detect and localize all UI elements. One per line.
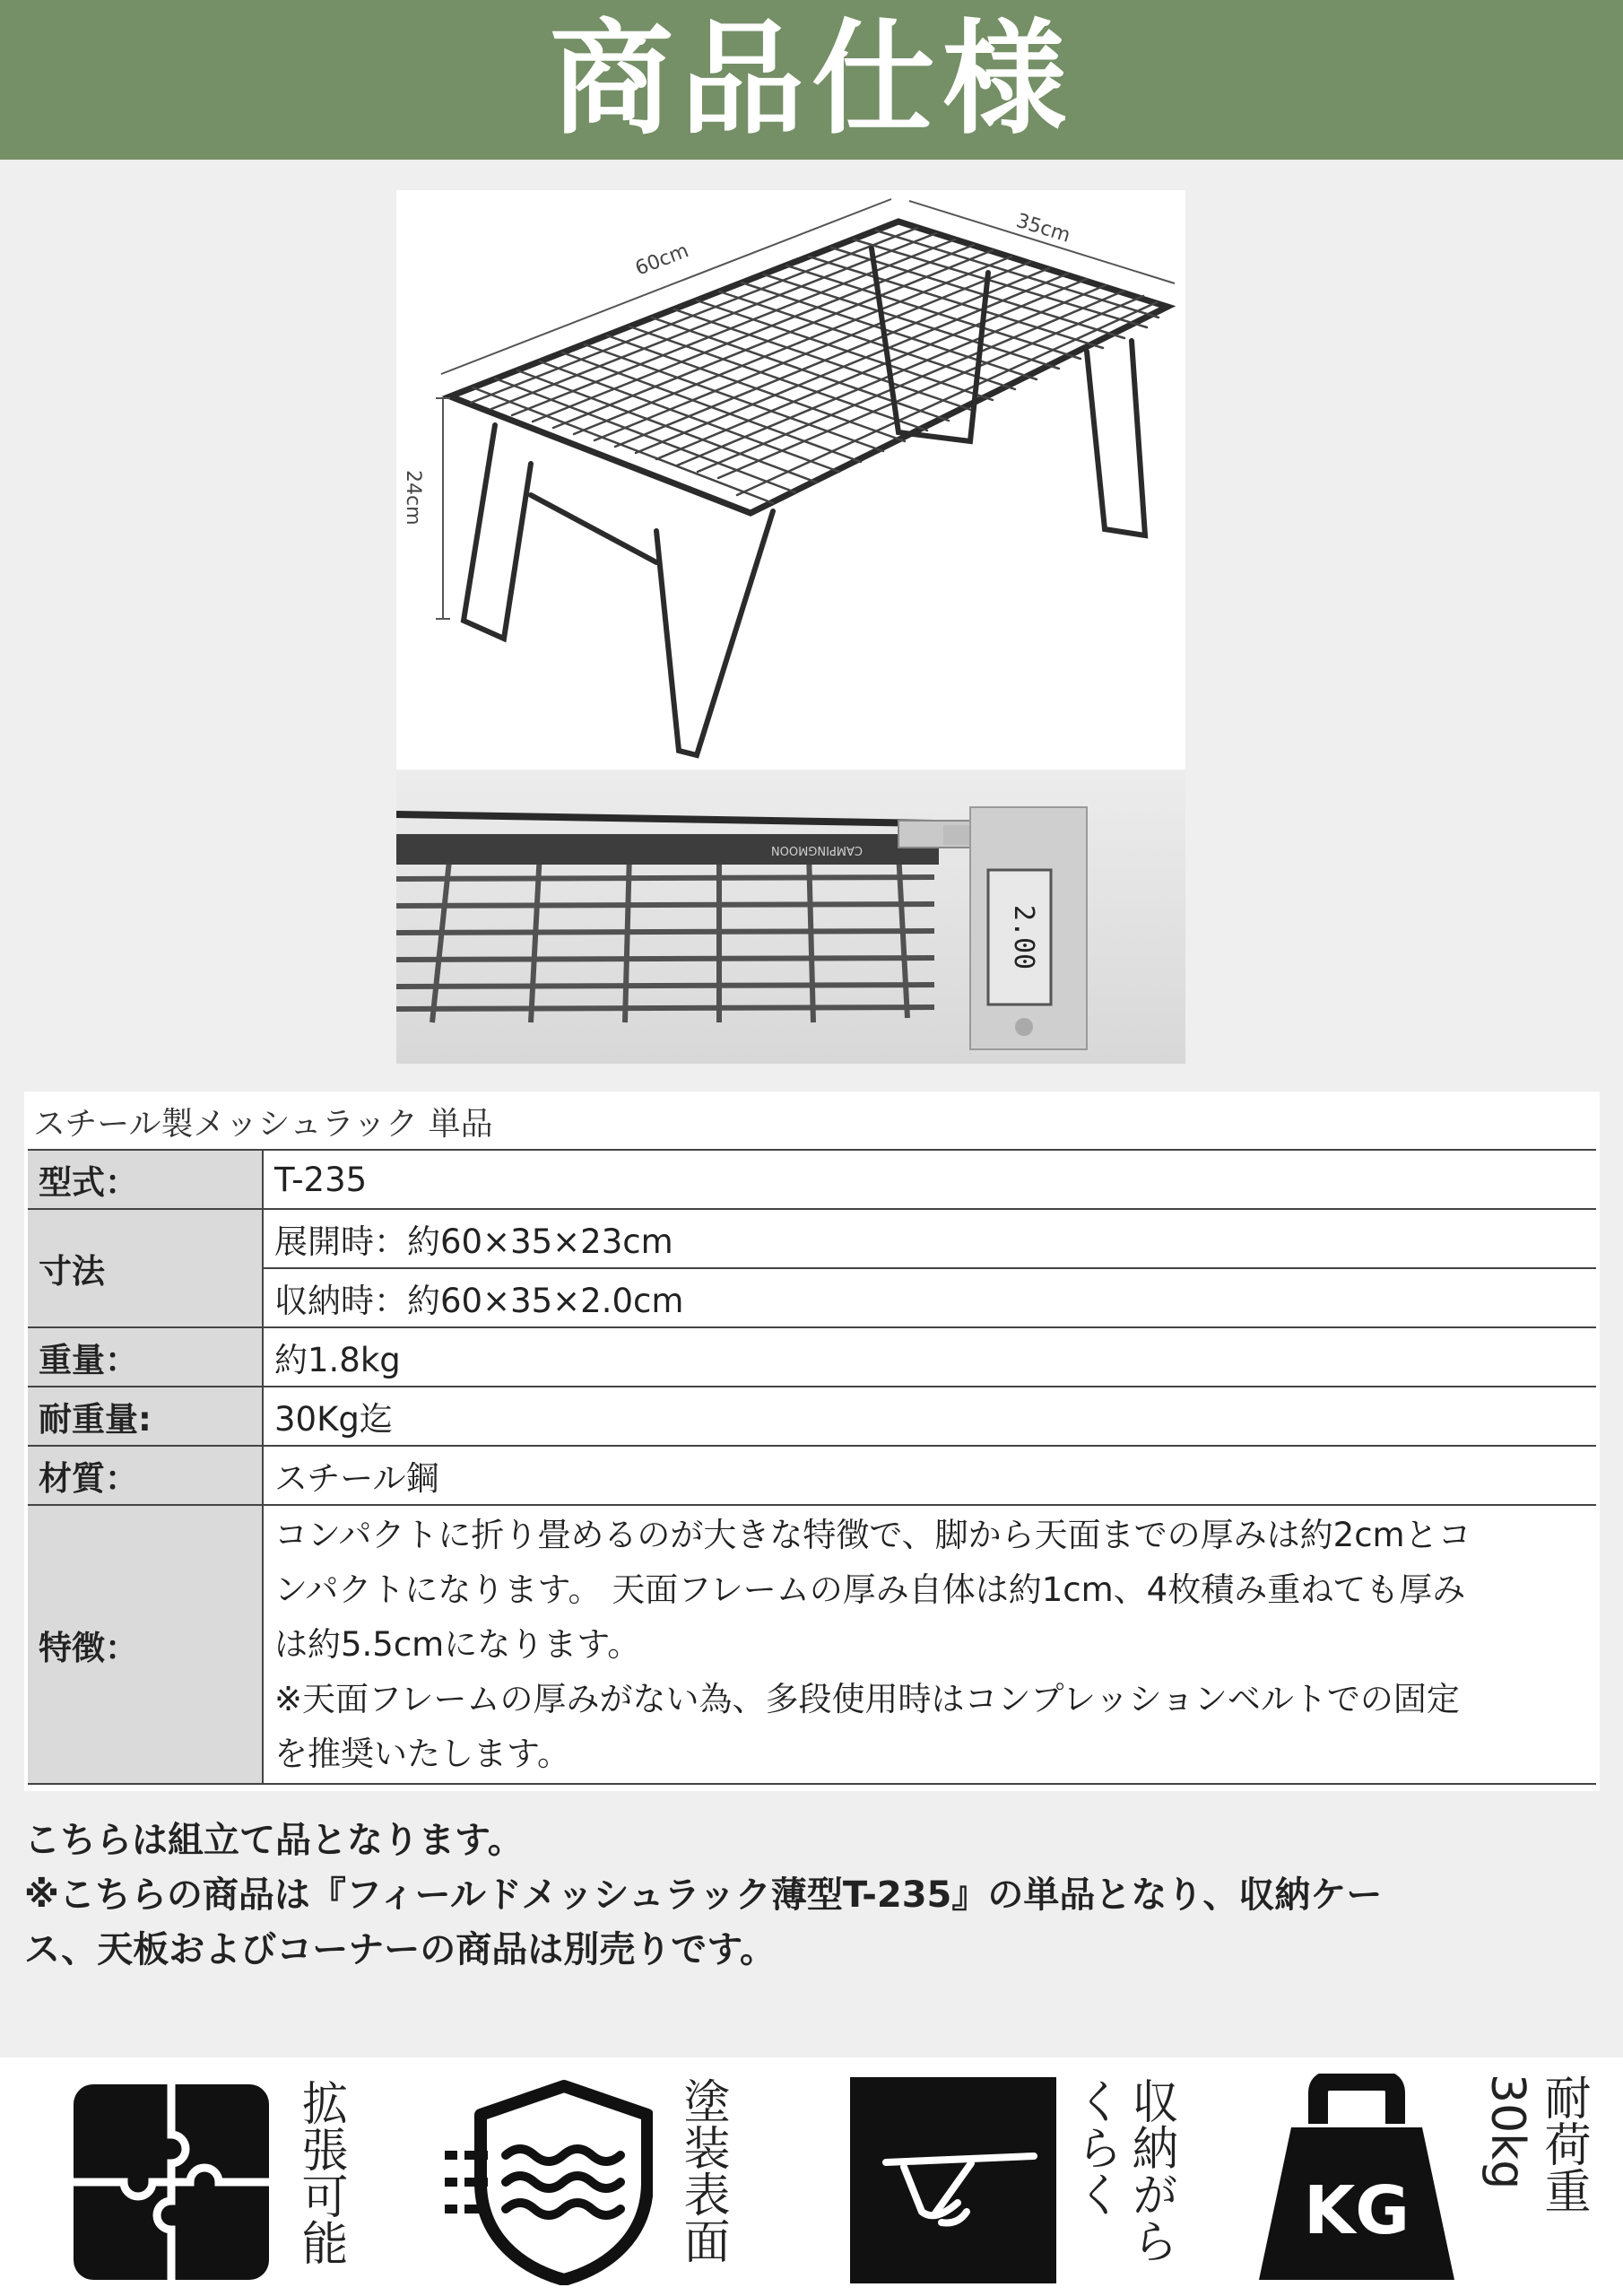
table-row xyxy=(28,1446,1596,1505)
puzzle-icon xyxy=(70,2081,273,2283)
weight-kg-icon xyxy=(1255,2074,1458,2285)
dim-width-label: 60cm xyxy=(632,239,692,281)
feature-label-expandable: 拡張可能 xyxy=(293,2079,347,2266)
feature-line: は約5.5cmになります。 xyxy=(274,1625,641,1664)
feature-line: を推奨いたします。 xyxy=(274,1735,571,1773)
model-label: 型式： xyxy=(28,1150,263,1209)
notes-section xyxy=(24,1813,1602,1978)
feature-line: ンパクトになります。 天面フレームの厚み自体は約1cm、4枚積み重ねても厚み xyxy=(274,1570,1466,1609)
feature-label-storage: 収納がらくらく xyxy=(1068,2077,1177,2264)
table-row xyxy=(28,1150,1596,1209)
dim-depth-label: 35cm xyxy=(1013,209,1073,248)
table-row xyxy=(28,1327,1596,1387)
feature-label-coated: 塗装表面 xyxy=(675,2077,729,2264)
table-row xyxy=(28,1387,1596,1446)
weight-label: 重量： xyxy=(28,1327,263,1387)
dim-height-label: 24cm xyxy=(402,470,424,526)
header-banner xyxy=(0,0,1623,160)
table-row xyxy=(28,1209,1596,1268)
note-line: こちらは組立て品となります。 xyxy=(24,1820,524,1861)
size-open-value: 展開時：約60×35×23cm xyxy=(263,1209,1596,1268)
feature-label-load: 耐荷重30kg xyxy=(1480,2074,1590,2213)
caliper-measurement-photo xyxy=(396,771,1185,1064)
feature-value xyxy=(263,1505,1596,1784)
weight-value: 約1.8kg xyxy=(263,1327,1596,1387)
table-row xyxy=(28,1268,1596,1327)
caliper-drawing xyxy=(396,771,1185,1064)
load-value: 30Kg迄 xyxy=(263,1387,1596,1446)
load-label: 耐重量: xyxy=(28,1387,263,1446)
table-row xyxy=(28,1505,1596,1784)
material-label: 材質： xyxy=(28,1446,263,1505)
feature-label: 特徴： xyxy=(28,1505,263,1784)
model-value: T-235 xyxy=(263,1150,1596,1209)
folding-table-icon xyxy=(850,2077,1056,2283)
weight-badge-text: KG xyxy=(1303,2172,1410,2249)
note-line: ス、天板およびコーナーの商品は別売りです。 xyxy=(24,1929,776,1970)
spec-title: スチール製メッシュラック 単品 xyxy=(33,1106,493,1143)
spec-table xyxy=(28,1149,1596,1785)
page-title: 商品仕様 xyxy=(549,7,1073,152)
feature-icons-strip xyxy=(0,2057,1623,2296)
brand-engraving: CAMPINGMOON xyxy=(770,843,863,857)
shield-waves-icon xyxy=(443,2079,653,2285)
product-dimension-photo xyxy=(396,190,1185,770)
size-folded-value: 収納時：約60×35×2.0cm xyxy=(263,1268,1596,1327)
size-label: 寸法 xyxy=(28,1209,263,1327)
note-line: ※こちらの商品は『フィールドメッシュラック薄型T-235』の単品となり、収納ケー xyxy=(24,1874,1383,1916)
rack-drawing xyxy=(396,190,1185,770)
feature-line: コンパクトに折り畳めるのが大きな特徴で、脚から天面までの厚みは約2cmとコ xyxy=(274,1516,1471,1554)
feature-line: ※天面フレームの厚みがない為、多段使用時はコンプレッションベルトでの固定 xyxy=(274,1680,1460,1718)
caliper-reading: 2.00 xyxy=(1008,904,1039,970)
material-value: スチール鋼 xyxy=(263,1446,1596,1505)
spec-section xyxy=(24,1091,1600,1791)
